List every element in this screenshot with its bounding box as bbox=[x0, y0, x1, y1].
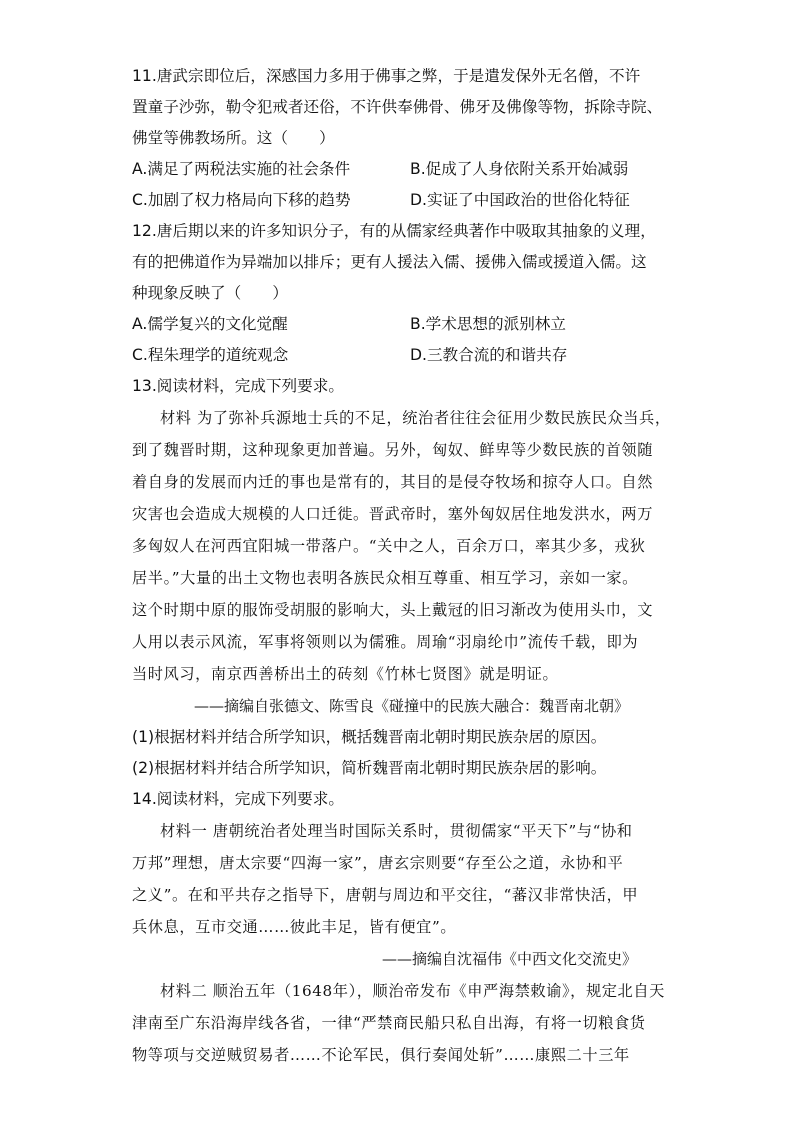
q13-title: 13.阅读材料，完成下列要求。 bbox=[132, 377, 344, 395]
q11-stem-line-2: 置童子沙弥，勒令犯戒者还俗，不许供奉佛骨、佛牙及佛像等物，拆除寺院、 bbox=[132, 98, 663, 116]
q13-material-line-1: 材料 为了弥补兵源地士兵的不足，统治者往往会征用少数民族民众当兵， bbox=[160, 409, 671, 427]
q12-option-c[interactable]: C.程朱理学的道统观念 bbox=[132, 346, 289, 364]
q14-material2-line-3: 物等项与交逆贼贸易者……不论军民，俱行奏闻处斩”……康熙二十三年 bbox=[132, 1046, 630, 1064]
q11-option-a[interactable]: A.满足了两税法实施的社会条件 bbox=[132, 160, 351, 178]
q14-material2-line-1: 材料二 顺治五年（1648年），顺治帝发布《申严海禁敕谕》，规定北自天 bbox=[160, 982, 665, 1000]
q13-material-line-3: 着自身的发展而内迁的事也是常有的，其目的是侵夺牧场和掠夺人口。自然 bbox=[132, 473, 653, 491]
q12-stem-line-1: 12.唐后期以来的许多知识分子，有的从儒家经典著作中吸取其抽象的义理， bbox=[132, 222, 656, 240]
q13-material-line-4: 灾害也会造成大规模的人口迁徙。晋武帝时，塞外匈奴居住地发洪水，两万 bbox=[132, 505, 653, 523]
q12-stem-line-2: 有的把佛道作为异端加以排斥；更有人援法入儒、援佛入儒或援道入儒。这 bbox=[132, 253, 647, 271]
q14-title: 14.阅读材料，完成下列要求。 bbox=[132, 790, 344, 808]
q14-material1-line-1: 材料一 唐朝统治者处理当时国际关系时，贯彻儒家“平天下”与“协和 bbox=[160, 822, 633, 840]
q11-option-d[interactable]: D.实证了中国政治的世俗化特征 bbox=[410, 191, 630, 209]
q11-stem-line-3: 佛堂等佛教场所。这（ ） bbox=[132, 129, 335, 147]
q14-material1-line-3: 之义”。在和平共存之指导下，唐朝与周边和平交往，“蕃汉非常快活，甲 bbox=[132, 886, 639, 904]
q13-sub-question-2: (2)根据材料并结合所学知识，简析魏晋南北朝时期民族杂居的影响。 bbox=[132, 759, 607, 777]
q13-material-line-9: 当时风习，南京西善桥出土的砖刻《竹林七贤图》就是明证。 bbox=[132, 665, 559, 683]
q11-option-b[interactable]: B.促成了人身依附关系开始减弱 bbox=[410, 160, 629, 178]
q13-material-line-6: 居半。”大量的出土文物也表明各族民众相互尊重、相互学习，亲如一家。 bbox=[132, 569, 638, 587]
q13-material-line-5: 多匈奴人在河西宜阳城一带落户。“关中之人，百余万口，率其少多，戎狄 bbox=[132, 537, 646, 555]
q11-option-c[interactable]: C.加剧了权力格局向下移的趋势 bbox=[132, 191, 351, 209]
q14-material2-line-2: 津南至广东沿海岸线各省，一律“严禁商民船只私自出海，有将一切粮食货 bbox=[132, 1014, 646, 1032]
q12-stem-line-3: 种现象反映了（ ） bbox=[132, 284, 288, 302]
q13-sub-question-1: (1)根据材料并结合所学知识，概括魏晋南北朝时期民族杂居的原因。 bbox=[132, 728, 607, 746]
q11-stem-line-1: 11.唐武宗即位后，深感国力多用于佛事之弊，于是遣发保外无名僧，不许 bbox=[132, 67, 641, 85]
q13-material-line-8: 人用以表示风流，军事将领则以为儒雅。周瑜“羽扇纶巾”流传千载，即为 bbox=[132, 633, 639, 651]
q12-option-b[interactable]: B.学术思想的派别林立 bbox=[410, 315, 566, 333]
q13-material-line-7: 这个时期中原的服饰受胡服的影响大，头上戴冠的旧习渐改为使用头巾，文 bbox=[132, 601, 653, 619]
q12-option-a[interactable]: A.儒学复兴的文化觉醒 bbox=[132, 315, 288, 333]
q13-source: ——摘编自张德文、陈雪良《碰撞中的民族大融合：魏晋南北朝》 bbox=[194, 697, 630, 715]
q14-material1-line-4: 兵休息，互市交通……彼此丰足，皆有便宜”。 bbox=[132, 918, 457, 936]
q13-material-line-2: 到了魏晋时期，这种现象更加普遍。另外，匈奴、鲜卑等少数民族的首领随 bbox=[132, 441, 653, 459]
q12-option-d[interactable]: D.三教合流的和谐共存 bbox=[410, 346, 568, 364]
q14-material1-line-2: 万邦”理想，唐太宗要“四海一家”，唐玄宗则要“存至公之道，永协和平 bbox=[132, 854, 624, 872]
q14-source1: ——摘编自沈福伟《中西文化交流史》 bbox=[382, 950, 638, 968]
